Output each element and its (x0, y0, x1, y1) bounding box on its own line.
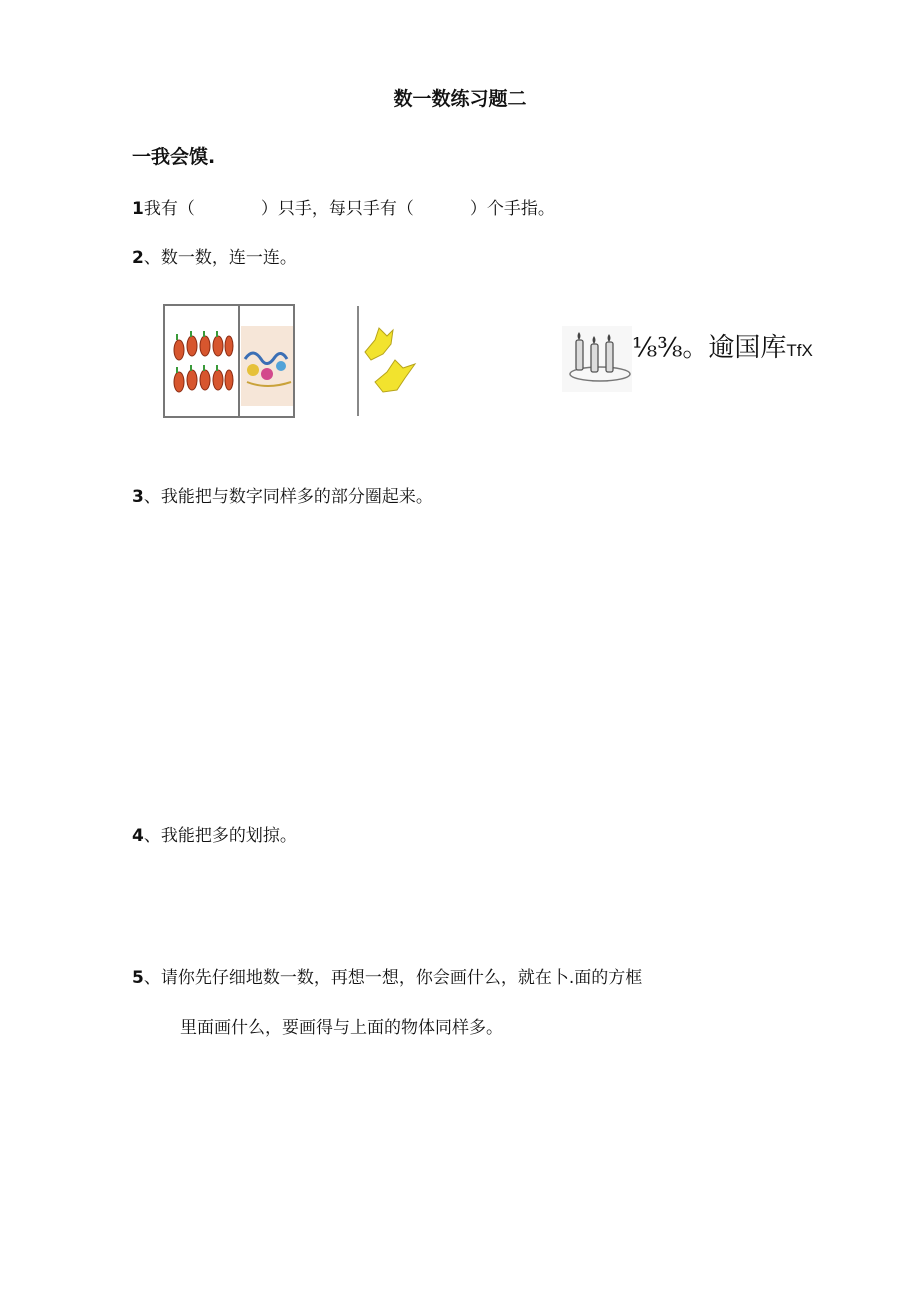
number-row-big: ⅛⅜。逾国库 (632, 333, 787, 363)
question-4 (132, 821, 297, 846)
question-1 (132, 194, 555, 219)
question-2-number: 2 (132, 248, 144, 268)
page-title: 数一数练习题二 (393, 88, 527, 110)
counting-picture-box (163, 304, 295, 422)
question-4-text: 、我能把多的划掠。 (143, 826, 297, 846)
question-2-text: 、数一数，连一连。 (143, 248, 297, 268)
number-row-small: TfX (786, 341, 813, 360)
question-1-text-c: ）个手指。 (469, 199, 555, 219)
question-1-text-b: ）只手，每只手有（ (260, 199, 414, 219)
question-1-text-a: 我有（ (143, 199, 195, 219)
question-5-line2: 里面画什么，要画得与上面的物体同样多。 (180, 1018, 503, 1038)
question-5 (132, 963, 642, 988)
question-3-text: 、我能把与数字同样多的部分圈起来。 (143, 487, 433, 507)
question-4-number: 4 (132, 826, 144, 846)
yellow-bird-icon (357, 306, 423, 416)
question-5-text: 、请你先仔细地数一数，再想一想，你会画什么，就在卜.面的方框 (143, 968, 643, 988)
question-1-number: 1 (132, 199, 144, 219)
section-heading: 一我会馍. (132, 146, 216, 168)
yellow-bird-picture (357, 306, 423, 420)
candles-icon (562, 326, 632, 392)
question-3-number: 3 (132, 487, 144, 507)
candles-picture (562, 326, 632, 396)
question-3 (132, 482, 433, 507)
question-5-number: 5 (132, 968, 144, 988)
number-row-text (632, 327, 813, 364)
question-2 (132, 243, 297, 268)
fish-group-icon (163, 304, 295, 418)
